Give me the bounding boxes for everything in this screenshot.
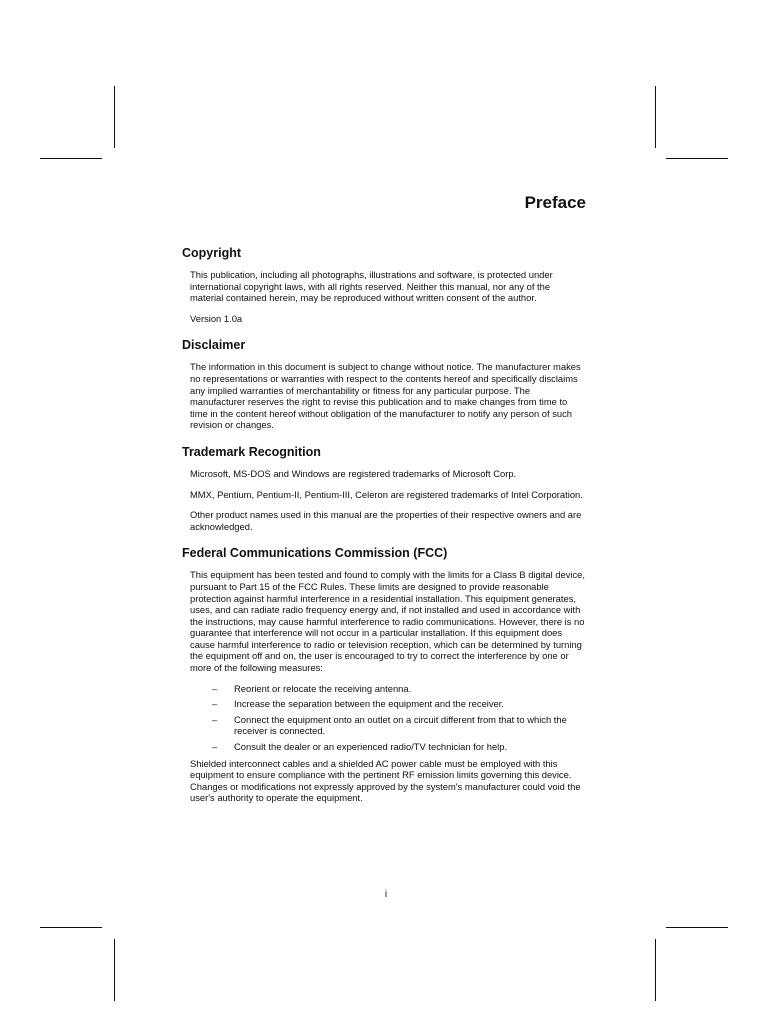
page-number: i <box>384 889 388 900</box>
dash-bullet: – <box>212 713 218 725</box>
measure-text: Consult the dealer or an experienced radio/TV technician for help. <box>234 741 508 753</box>
dash-bullet: – <box>212 698 218 710</box>
page-content <box>182 245 586 817</box>
disclaimer-paragraph: The information in this document is subject to change without notice. The manufacturer makes no representations or warranties with respect to the contents hereof and specifically disclaims any implied warranties of merchantability or fitness for any particular purpose. The manufacturer reserves the right to revise this publication and to make changes from time to time in the content hereof without obligation of the manufacturer to notify any person of such revision or changes. <box>190 361 581 431</box>
trademark-section <box>182 444 586 532</box>
fcc-measures-list <box>190 683 586 753</box>
trademark-intel: MMX, Pentium, Pentium-II, Pentium-III, Celeron are registered trademarks of Intel Corporation. <box>190 488 583 500</box>
fcc-heading: Federal Communications Commission (FCC) <box>182 546 448 561</box>
measure-text: Increase the separation between the equipment and the receiver. <box>234 698 504 710</box>
version-text: Version 1.0a <box>190 312 243 324</box>
disclaimer-body <box>182 361 586 431</box>
fcc-intro: This equipment has been tested and found to comply with the limits for a Class B digital device, pursuant to Part 15 of the FCC Rules. These limits are designed to provide reasonable protection against harmful interference in a residential installation. This equipment generates, uses, and can radiate radio frequency energy and, if not installed and used in accordance with the instructions, may cause harmful interference to radio communications. However, there is no guarantee that interference will not occur in a particular installation. If this equipment does cause harmful interference to radio or television reception, which can be determined by turning the equipment off and on, the user is encouraged to try to correct the interference by one or more of the following measures: <box>190 569 585 674</box>
copyright-body <box>182 269 586 324</box>
crop-mark-bottom-right-horizontal <box>666 927 728 928</box>
crop-mark-bottom-right-vertical <box>655 939 656 1001</box>
crop-mark-top-right-horizontal <box>666 158 728 159</box>
crop-mark-top-right-vertical <box>655 86 656 148</box>
crop-mark-bottom-left-horizontal <box>40 927 102 928</box>
trademark-body <box>182 468 586 532</box>
fcc-closing: Shielded interconnect cables and a shielded AC power cable must be employed with this equipment to ensure compliance with the pertinent RF emission limits governing this device. Changes or modifications not expressly approved by the system's manufacturer could void the user's authority to operate the equipment. <box>190 757 581 804</box>
fcc-section <box>182 545 586 804</box>
measure-text: Connect the equipment onto an outlet on a circuit different from that to which the receiver is connected. <box>234 713 567 737</box>
crop-mark-top-left-vertical <box>114 86 115 148</box>
page-title: Preface <box>524 193 586 212</box>
disclaimer-section <box>182 337 586 431</box>
fcc-body <box>182 569 586 804</box>
copyright-section <box>182 245 586 324</box>
disclaimer-heading: Disclaimer <box>182 338 246 353</box>
copyright-notice: This publication, including all photographs, illustrations and software, is protected under international copyright laws, with all rights reserved. Neither this manual, nor any of the material contained herein, may be reproduced without written consent of the author. <box>190 269 553 304</box>
dash-bullet: – <box>212 682 218 694</box>
measure-text: Reorient or relocate the receiving antenna. <box>234 682 412 694</box>
crop-mark-bottom-left-vertical <box>114 939 115 1001</box>
dash-bullet: – <box>212 741 218 753</box>
trademark-microsoft: Microsoft, MS-DOS and Windows are registered trademarks of Microsoft Corp. <box>190 467 517 479</box>
trademark-others: Other product names used in this manual are the properties of their respective owners and are acknowledged. <box>190 509 582 532</box>
trademark-heading: Trademark Recognition <box>182 444 321 459</box>
list-item <box>212 741 586 753</box>
crop-mark-top-left-horizontal <box>40 158 102 159</box>
list-item <box>212 714 586 737</box>
copyright-heading: Copyright <box>182 246 242 260</box>
list-item <box>212 683 586 695</box>
list-item <box>212 698 586 710</box>
